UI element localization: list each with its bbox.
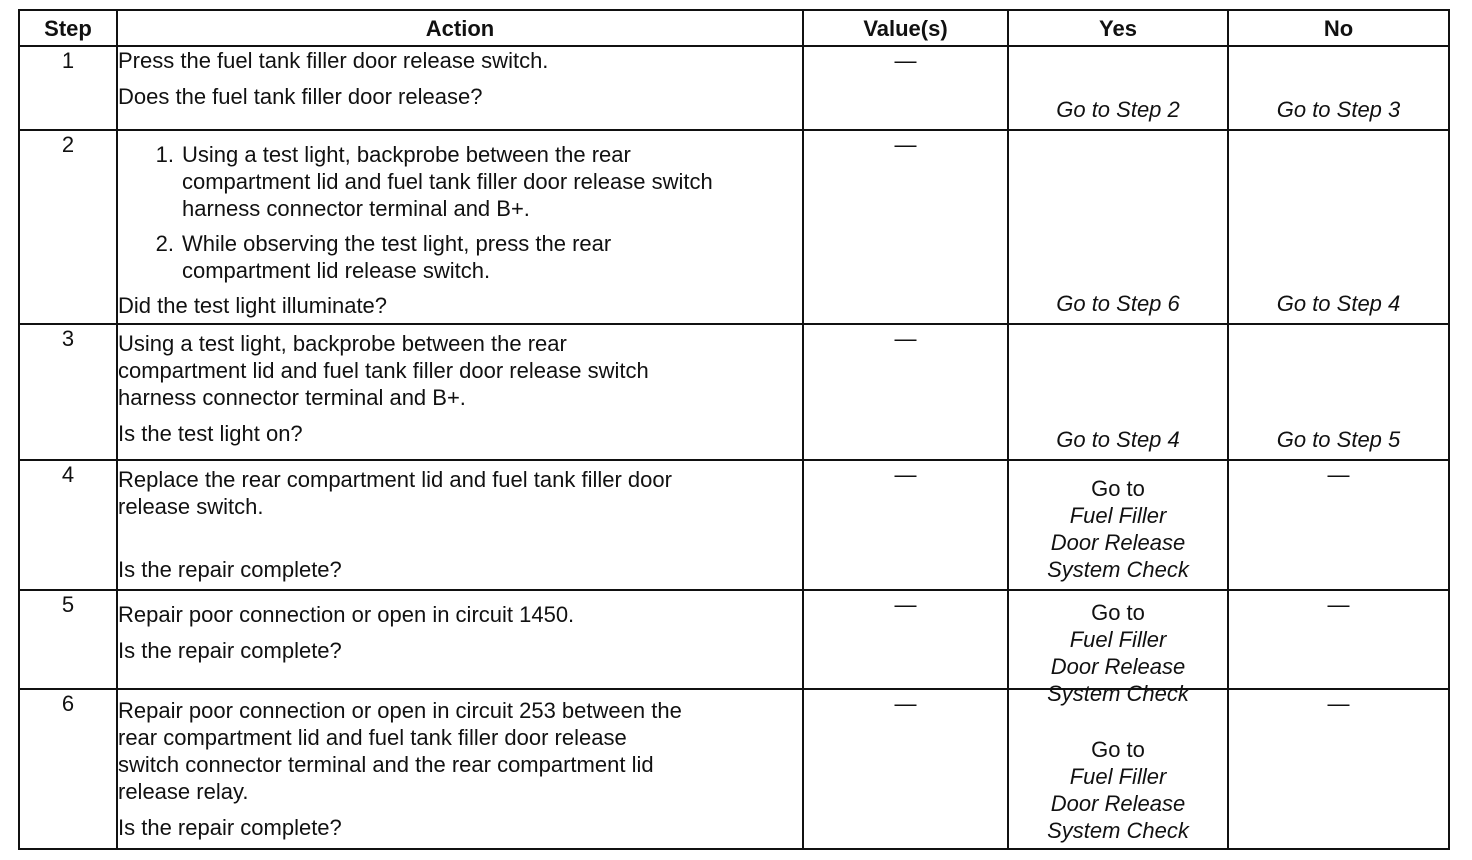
action-question: Is the test light on?: [118, 421, 303, 446]
action-cell: [117, 590, 803, 689]
table-row: [19, 689, 1449, 849]
value-cell: —: [803, 130, 1008, 324]
header-values: Value(s): [803, 10, 1008, 46]
list-text: Using a test light, backprobe between the rear compartment lid and fuel tank filler door release switch harness connector terminal and B+.: [182, 142, 713, 221]
action-step-list: [118, 141, 802, 284]
action-question: Is the repair complete?: [118, 638, 342, 663]
goto-target: Door Release: [1050, 654, 1186, 679]
goto-prefix: Go to: [1091, 737, 1145, 762]
no-goto-link[interactable]: Go to Step 5: [1276, 427, 1401, 452]
table-row: [19, 460, 1449, 590]
goto-target: Door Release: [1050, 530, 1186, 555]
yes-goto-link[interactable]: [1009, 475, 1227, 583]
goto-target: Fuel Filler: [1069, 764, 1167, 789]
action-text: Using a test light, backprobe between the rear: [118, 331, 567, 356]
action-text: release switch.: [118, 494, 264, 519]
value-cell: —: [803, 324, 1008, 460]
yes-cell: [1008, 590, 1228, 706]
yes-goto-link[interactable]: Go to Step 6: [1056, 291, 1180, 316]
goto-prefix: Go to: [1091, 476, 1145, 501]
action-text: rear compartment lid and fuel tank filler door release: [118, 725, 627, 750]
header-action: Action: [117, 10, 803, 46]
step-number: 1: [19, 46, 117, 130]
goto-target: Fuel Filler: [1069, 503, 1167, 528]
yes-cell: [1008, 689, 1228, 849]
action-cell: [117, 46, 803, 130]
no-cell: —: [1228, 689, 1449, 849]
no-cell: —: [1228, 590, 1449, 689]
yes-cell: [1008, 130, 1228, 324]
step-number: 2: [19, 130, 117, 324]
list-item: [118, 230, 802, 284]
list-number: 1.: [155, 142, 174, 167]
action-cell: [117, 324, 803, 460]
goto-target: System Check: [1047, 557, 1189, 582]
action-text: compartment lid and fuel tank filler door release switch: [118, 358, 649, 383]
yes-cell: [1008, 46, 1228, 130]
value-cell: —: [803, 590, 1008, 689]
yes-goto-link[interactable]: [1009, 736, 1227, 844]
list-number: 2.: [155, 231, 174, 256]
header-row: [19, 10, 1449, 46]
action-text: harness connector terminal and B+.: [118, 385, 466, 410]
action-text: Repair poor connection or open in circuit 253 between the: [118, 698, 682, 723]
goto-target: Fuel Filler: [1069, 627, 1167, 652]
action-text: Repair poor connection or open in circuit 1450.: [118, 602, 575, 627]
table-row: [19, 130, 1449, 324]
table-row: [19, 46, 1449, 130]
action-text: Replace the rear compartment lid and fuel tank filler door: [118, 467, 672, 492]
goto-target: System Check: [1047, 818, 1189, 843]
value-cell: —: [803, 689, 1008, 849]
action-cell: [117, 460, 803, 590]
header-yes: Yes: [1008, 10, 1228, 46]
yes-goto-link[interactable]: Go to Step 4: [1056, 427, 1180, 452]
action-question: Does the fuel tank filler door release?: [118, 84, 483, 109]
action-text: switch connector terminal and the rear compartment lid: [118, 752, 654, 777]
no-goto-link[interactable]: Go to Step 3: [1276, 97, 1401, 122]
action-text: Press the fuel tank filler door release switch.: [118, 48, 549, 73]
no-cell: [1228, 46, 1449, 130]
goto-target: Door Release: [1050, 791, 1186, 816]
step-number: 3: [19, 324, 117, 460]
action-question: Is the repair complete?: [118, 815, 342, 840]
action-cell: [117, 689, 803, 849]
yes-goto-link[interactable]: Go to Step 2: [1056, 97, 1180, 122]
header-no: No: [1228, 10, 1449, 46]
yes-cell: [1008, 324, 1228, 460]
step-number: 4: [19, 460, 117, 590]
no-goto-link[interactable]: Go to Step 4: [1276, 291, 1401, 316]
table-row: [19, 590, 1449, 689]
list-text: While observing the test light, press the rear compartment lid release switch.: [182, 231, 612, 283]
step-number: 6: [19, 689, 117, 849]
no-cell: [1228, 130, 1449, 324]
action-cell: [117, 130, 803, 324]
header-step: Step: [19, 10, 117, 46]
goto-target: System Check: [1047, 681, 1189, 706]
action-question: Is the repair complete?: [118, 557, 342, 582]
value-cell: —: [803, 46, 1008, 130]
step-number: 5: [19, 590, 117, 689]
yes-cell: [1008, 460, 1228, 590]
action-text: release relay.: [118, 779, 249, 804]
no-cell: —: [1228, 460, 1449, 590]
diagnostic-table: [18, 9, 1450, 850]
action-question: Did the test light illuminate?: [118, 293, 388, 318]
value-cell: —: [803, 460, 1008, 590]
list-item: [118, 141, 802, 222]
table-row: [19, 324, 1449, 460]
goto-prefix: Go to: [1091, 600, 1145, 625]
no-cell: [1228, 324, 1449, 460]
